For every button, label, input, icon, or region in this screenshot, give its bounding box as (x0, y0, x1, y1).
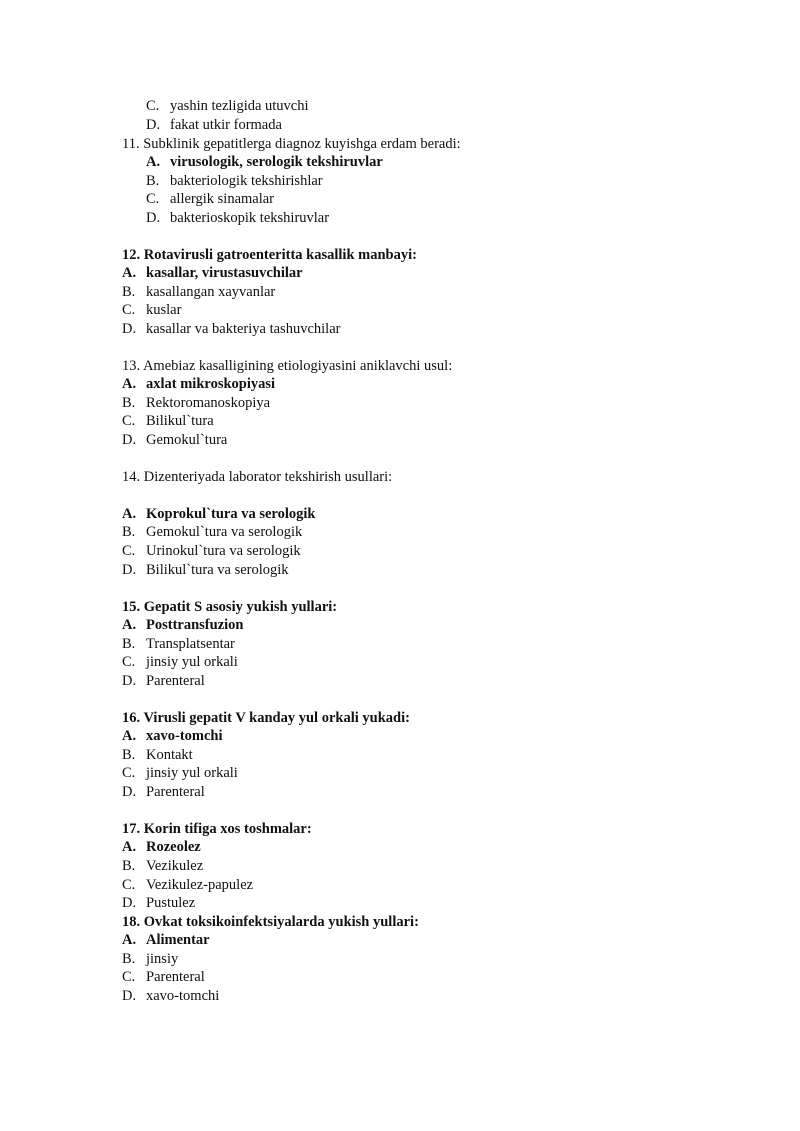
q17-option-b (122, 857, 203, 875)
option-letter: B. (122, 284, 136, 300)
q15-option-a (122, 616, 243, 634)
option-letter: A. (122, 932, 137, 948)
option-letter: D. (146, 210, 161, 226)
option-letter: D. (122, 432, 137, 448)
option-letter: B. (122, 636, 136, 652)
q11-option-c (146, 190, 274, 208)
option-text: Bilikul`tura (146, 413, 214, 429)
option-text: axlat mikroskopiyasi (146, 376, 276, 392)
option-text: Alimentar (146, 932, 210, 948)
q18-option-d (122, 987, 219, 1005)
q11-option-b (146, 172, 323, 190)
option-text: Gemokul`tura va serologik (146, 524, 303, 540)
q17-option-c (122, 876, 253, 894)
option-text: xavo-tomchi (146, 728, 223, 744)
option-letter: A. (122, 617, 137, 633)
option-text: bakteriologik tekshirishlar (170, 173, 323, 189)
q13-option-d (122, 431, 227, 449)
option-letter: B. (122, 524, 136, 540)
q13-question: 13. Amebiaz kasalligining etiologiyasini aniklavchi usul: (122, 358, 453, 374)
q14-option-d (122, 561, 289, 579)
option-letter: B. (122, 858, 136, 874)
option-letter: A. (122, 728, 137, 744)
option-letter: A. (122, 265, 137, 281)
option-text: Vezikulez-papulez (146, 877, 254, 893)
option-letter: D. (122, 784, 137, 800)
q12-question: 12. Rotavirusli gatroenteritta kasallik manbayi: (122, 247, 417, 263)
option-letter: D. (122, 988, 137, 1004)
option-text: jinsiy yul orkali (146, 654, 238, 670)
q10-option-c (146, 97, 309, 115)
option-text: kasallar, virustasuvchilar (146, 265, 303, 281)
q16-question: 16. Virusli gepatit V kanday yul orkali yukadi: (122, 710, 410, 726)
q18-question: 18. Ovkat toksikoinfektsiyalarda yukish yullari: (122, 914, 419, 930)
q15-option-c (122, 653, 238, 671)
q11-option-a (146, 153, 383, 171)
option-text: Parenteral (146, 784, 205, 800)
option-letter: C. (122, 413, 136, 429)
option-letter: A. (122, 839, 137, 855)
q12-option-b (122, 283, 275, 301)
q11-option-d (146, 209, 329, 227)
option-text: Kontakt (146, 747, 193, 763)
q13-option-c (122, 412, 214, 430)
option-text: allergik sinamalar (170, 191, 275, 207)
q13-option-b (122, 394, 270, 412)
q18-option-b (122, 950, 178, 968)
option-letter: D. (146, 117, 161, 133)
option-text: Rozeolez (146, 839, 201, 855)
option-letter: A. (146, 154, 161, 170)
option-text: Transplatsentar (146, 636, 235, 652)
option-letter: C. (146, 191, 160, 207)
q16-option-d (122, 783, 205, 801)
q13-option-a (122, 375, 275, 393)
option-letter: C. (122, 969, 136, 985)
q15-option-d (122, 672, 205, 690)
option-text: Rektoromanoskopiya (146, 395, 271, 411)
option-text: Posttransfuzion (146, 617, 244, 633)
q17-question: 17. Korin tifiga xos toshmalar: (122, 821, 312, 837)
option-text: kasallar va bakteriya tashuvchilar (146, 321, 341, 337)
option-letter: C. (122, 877, 136, 893)
option-text: jinsiy yul orkali (146, 765, 238, 781)
option-letter: D. (122, 895, 137, 911)
option-letter: D. (122, 673, 137, 689)
option-letter: A. (122, 376, 137, 392)
option-letter: A. (122, 506, 137, 522)
q16-option-a (122, 727, 223, 745)
option-text: xavo-tomchi (146, 988, 220, 1004)
option-text: Urinokul`tura va serologik (146, 543, 301, 559)
option-text: Bilikul`tura va serologik (146, 562, 289, 578)
option-text: bakterioskopik tekshiruvlar (170, 210, 330, 226)
q18-option-c (122, 968, 205, 986)
q16-option-b (122, 746, 193, 764)
q17-option-d (122, 894, 195, 912)
option-letter: B. (146, 173, 160, 189)
q11-question: 11. Subklinik gepatitlerga diagnoz kuyishga erdam beradi: (122, 136, 461, 152)
q14-option-c (122, 542, 301, 560)
option-text: virusologik, serologik tekshiruvlar (170, 154, 383, 170)
option-letter: C. (122, 302, 136, 318)
option-letter: B. (122, 951, 136, 967)
q15-option-b (122, 635, 235, 653)
option-text: Parenteral (146, 673, 205, 689)
option-text: Parenteral (146, 969, 205, 985)
q14-option-b (122, 523, 302, 541)
option-text: Gemokul`tura (146, 432, 228, 448)
q14-question: 14. Dizenteriyada laborator tekshirish usullari: (122, 469, 393, 485)
q15-question: 15. Gepatit S asosiy yukish yullari: (122, 599, 338, 615)
q18-option-a (122, 931, 210, 949)
option-text: kuslar (146, 302, 182, 318)
option-letter: D. (122, 562, 137, 578)
q14-option-a (122, 505, 315, 523)
option-text: kasallangan xayvanlar (146, 284, 276, 300)
option-letter: C. (122, 543, 136, 559)
option-text: jinsiy (146, 951, 179, 967)
q16-option-c (122, 764, 238, 782)
q12-option-a (122, 264, 303, 282)
q12-option-c (122, 301, 181, 319)
option-letter: B. (122, 747, 136, 763)
option-text: Koprokul`tura va serologik (146, 506, 316, 522)
option-letter: D. (122, 321, 137, 337)
option-letter: B. (122, 395, 136, 411)
option-text: yashin tezligida utuvchi (170, 98, 309, 114)
q10-option-d (146, 116, 282, 134)
option-text: fakat utkir formada (170, 117, 282, 133)
option-letter: C. (122, 765, 136, 781)
option-letter: C. (122, 654, 136, 670)
q12-option-d (122, 320, 340, 338)
option-text: Pustulez (146, 895, 196, 911)
option-letter: C. (146, 98, 160, 114)
option-text: Vezikulez (146, 858, 204, 874)
q17-option-a (122, 838, 201, 856)
